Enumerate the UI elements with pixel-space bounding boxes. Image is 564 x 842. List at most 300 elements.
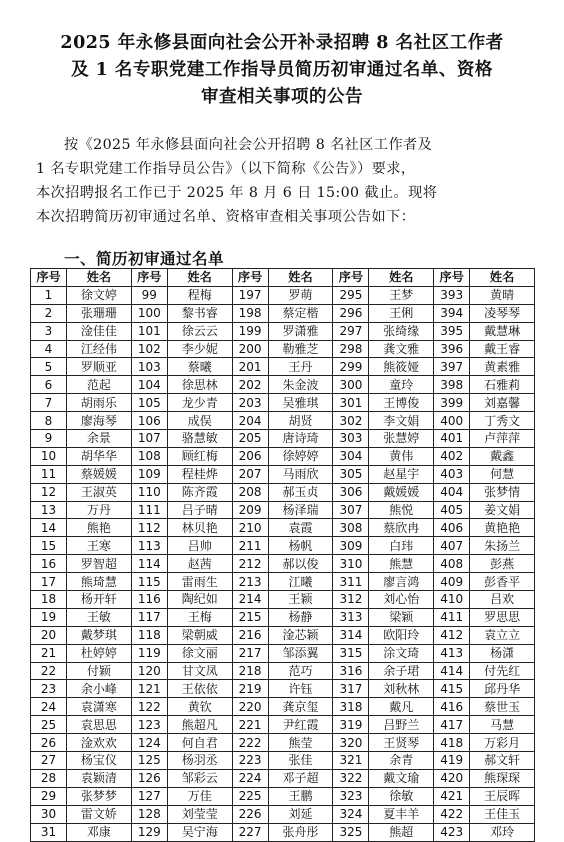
cell-name: 熊超凡 bbox=[167, 716, 232, 734]
cell-name: 黄素雅 bbox=[470, 358, 535, 376]
cell-number: 397 bbox=[434, 358, 470, 376]
cell-number: 206 bbox=[232, 447, 268, 465]
cell-number: 19 bbox=[31, 608, 67, 626]
cell-name: 赵茜 bbox=[167, 555, 232, 573]
cell-number: 30 bbox=[31, 805, 67, 823]
cell-number: 106 bbox=[131, 412, 167, 430]
cell-number: 123 bbox=[131, 716, 167, 734]
cell-number: 129 bbox=[131, 823, 167, 841]
cell-number: 201 bbox=[232, 358, 268, 376]
cell-number: 12 bbox=[31, 483, 67, 501]
title-line-3: 审查相关事项的公告 bbox=[201, 87, 363, 107]
cell-name: 余小峰 bbox=[67, 680, 132, 698]
table-row bbox=[31, 376, 535, 394]
cell-name: 李文娟 bbox=[369, 412, 434, 430]
paragraph-line-1: 按《2025 年永修县面向社会公开招聘 8 名社区工作者及 bbox=[64, 137, 433, 153]
cell-name: 王辰晖 bbox=[470, 787, 535, 805]
table-row bbox=[31, 394, 535, 412]
cell-name: 付颖 bbox=[67, 662, 132, 680]
cell-name: 江曦 bbox=[268, 573, 333, 591]
cell-name: 甘文凤 bbox=[167, 662, 232, 680]
cell-number: 207 bbox=[232, 465, 268, 483]
cell-number: 128 bbox=[131, 805, 167, 823]
cell-name: 吕欢 bbox=[470, 591, 535, 609]
cell-number: 226 bbox=[232, 805, 268, 823]
cell-name: 王寒 bbox=[67, 537, 132, 555]
cell-number: 120 bbox=[131, 662, 167, 680]
cell-name: 彭燕 bbox=[470, 555, 535, 573]
cell-number: 405 bbox=[434, 501, 470, 519]
cell-number: 404 bbox=[434, 483, 470, 501]
table-row bbox=[31, 340, 535, 358]
cell-number: 212 bbox=[232, 555, 268, 573]
cell-name: 雷雨生 bbox=[167, 573, 232, 591]
table-row bbox=[31, 626, 535, 644]
cell-name: 邓玲 bbox=[470, 823, 535, 841]
cell-number: 315 bbox=[333, 644, 369, 662]
passed-candidates-table bbox=[30, 268, 535, 842]
cell-number: 22 bbox=[31, 662, 67, 680]
table-row bbox=[31, 662, 535, 680]
cell-name: 吕帅 bbox=[167, 537, 232, 555]
cell-number: 4 bbox=[31, 340, 67, 358]
cell-number: 216 bbox=[232, 626, 268, 644]
cell-name: 邓子超 bbox=[268, 769, 333, 787]
cell-number: 115 bbox=[131, 573, 167, 591]
cell-number: 7 bbox=[31, 394, 67, 412]
cell-number: 103 bbox=[131, 358, 167, 376]
cell-name: 顾红梅 bbox=[167, 447, 232, 465]
cell-name: 朱扬兰 bbox=[470, 537, 535, 555]
cell-name: 胡雨乐 bbox=[67, 394, 132, 412]
header-name: 姓名 bbox=[167, 269, 232, 287]
section-heading: 一、简历初审通过名单 bbox=[64, 249, 225, 268]
cell-name: 许钰 bbox=[268, 680, 333, 698]
cell-name: 雷文娇 bbox=[67, 805, 132, 823]
cell-number: 108 bbox=[131, 447, 167, 465]
cell-number: 104 bbox=[131, 376, 167, 394]
cell-number: 401 bbox=[434, 430, 470, 448]
cell-number: 395 bbox=[434, 322, 470, 340]
cell-name: 戴凡 bbox=[369, 698, 434, 716]
cell-name: 邹添翼 bbox=[268, 644, 333, 662]
cell-number: 416 bbox=[434, 698, 470, 716]
cell-name: 陈齐霞 bbox=[167, 483, 232, 501]
table-row bbox=[31, 322, 535, 340]
cell-name: 万丹 bbox=[67, 501, 132, 519]
cell-name: 张梦梦 bbox=[67, 787, 132, 805]
cell-name: 刘心怡 bbox=[369, 591, 434, 609]
cell-number: 8 bbox=[31, 412, 67, 430]
table-row bbox=[31, 805, 535, 823]
cell-name: 涂文琦 bbox=[369, 644, 434, 662]
cell-number: 202 bbox=[232, 376, 268, 394]
cell-name: 夏丰羊 bbox=[369, 805, 434, 823]
header-number: 序号 bbox=[333, 269, 369, 287]
cell-number: 412 bbox=[434, 626, 470, 644]
cell-name: 黄钦 bbox=[167, 698, 232, 716]
cell-name: 张慧婷 bbox=[369, 430, 434, 448]
cell-number: 221 bbox=[232, 716, 268, 734]
cell-number: 210 bbox=[232, 519, 268, 537]
cell-name: 赵星宇 bbox=[369, 465, 434, 483]
cell-number: 99 bbox=[131, 286, 167, 304]
cell-number: 25 bbox=[31, 716, 67, 734]
table-row bbox=[31, 483, 535, 501]
cell-name: 蔡世玉 bbox=[470, 698, 535, 716]
cell-number: 399 bbox=[434, 394, 470, 412]
cell-number: 102 bbox=[131, 340, 167, 358]
cell-number: 417 bbox=[434, 716, 470, 734]
cell-number: 418 bbox=[434, 734, 470, 752]
cell-number: 125 bbox=[131, 752, 167, 770]
header-name: 姓名 bbox=[369, 269, 434, 287]
table-row bbox=[31, 680, 535, 698]
cell-number: 302 bbox=[333, 412, 369, 430]
cell-name: 万佳 bbox=[167, 787, 232, 805]
cell-name: 张佳 bbox=[268, 752, 333, 770]
table-row bbox=[31, 555, 535, 573]
cell-name: 淦佳佳 bbox=[67, 322, 132, 340]
cell-number: 300 bbox=[333, 376, 369, 394]
cell-number: 222 bbox=[232, 734, 268, 752]
cell-name: 徐婷婷 bbox=[268, 447, 333, 465]
cell-number: 17 bbox=[31, 573, 67, 591]
header-name: 姓名 bbox=[268, 269, 333, 287]
cell-name: 王俐 bbox=[369, 304, 434, 322]
cell-number: 124 bbox=[131, 734, 167, 752]
table-row bbox=[31, 412, 535, 430]
cell-number: 306 bbox=[333, 483, 369, 501]
cell-number: 304 bbox=[333, 447, 369, 465]
cell-number: 26 bbox=[31, 734, 67, 752]
cell-number: 224 bbox=[232, 769, 268, 787]
cell-name: 熊筱娅 bbox=[369, 358, 434, 376]
cell-number: 121 bbox=[131, 680, 167, 698]
title-line-2: 及 1 名专职党建工作指导员简历初审通过名单、资格 bbox=[71, 60, 493, 80]
cell-name: 刘嘉馨 bbox=[470, 394, 535, 412]
cell-number: 419 bbox=[434, 752, 470, 770]
cell-number: 113 bbox=[131, 537, 167, 555]
table-row bbox=[31, 573, 535, 591]
cell-name: 张舟彤 bbox=[268, 823, 333, 841]
cell-number: 313 bbox=[333, 608, 369, 626]
cell-name: 范起 bbox=[67, 376, 132, 394]
cell-name: 吴宁海 bbox=[167, 823, 232, 841]
cell-number: 218 bbox=[232, 662, 268, 680]
cell-number: 14 bbox=[31, 519, 67, 537]
table-row bbox=[31, 304, 535, 322]
cell-number: 403 bbox=[434, 465, 470, 483]
cell-name: 林贝艳 bbox=[167, 519, 232, 537]
cell-number: 28 bbox=[31, 769, 67, 787]
cell-name: 勒雅芝 bbox=[268, 340, 333, 358]
cell-name: 黎书睿 bbox=[167, 304, 232, 322]
cell-name: 朱金波 bbox=[268, 376, 333, 394]
cell-name: 黄晴 bbox=[470, 286, 535, 304]
cell-name: 何慧 bbox=[470, 465, 535, 483]
cell-name: 张珊珊 bbox=[67, 304, 132, 322]
header-number: 序号 bbox=[434, 269, 470, 287]
cell-name: 丁秀文 bbox=[470, 412, 535, 430]
cell-number: 100 bbox=[131, 304, 167, 322]
cell-name: 胡华华 bbox=[67, 447, 132, 465]
cell-name: 徐文婷 bbox=[67, 286, 132, 304]
cell-name: 熊艳 bbox=[67, 519, 132, 537]
cell-name: 袁颖清 bbox=[67, 769, 132, 787]
cell-number: 21 bbox=[31, 644, 67, 662]
cell-name: 刘秋林 bbox=[369, 680, 434, 698]
cell-number: 114 bbox=[131, 555, 167, 573]
cell-name: 梁朝威 bbox=[167, 626, 232, 644]
cell-number: 199 bbox=[232, 322, 268, 340]
cell-number: 213 bbox=[232, 573, 268, 591]
cell-number: 23 bbox=[31, 680, 67, 698]
cell-number: 2 bbox=[31, 304, 67, 322]
cell-name: 王梦 bbox=[369, 286, 434, 304]
cell-number: 406 bbox=[434, 519, 470, 537]
cell-name: 胡贤 bbox=[268, 412, 333, 430]
header-number: 序号 bbox=[232, 269, 268, 287]
cell-name: 廖言鸿 bbox=[369, 573, 434, 591]
cell-number: 225 bbox=[232, 787, 268, 805]
cell-number: 307 bbox=[333, 501, 369, 519]
cell-number: 112 bbox=[131, 519, 167, 537]
cell-number: 16 bbox=[31, 555, 67, 573]
table-row bbox=[31, 430, 535, 448]
cell-name: 刘延 bbox=[268, 805, 333, 823]
cell-number: 203 bbox=[232, 394, 268, 412]
table-row bbox=[31, 286, 535, 304]
cell-name: 杨宝仪 bbox=[67, 752, 132, 770]
cell-number: 303 bbox=[333, 430, 369, 448]
cell-number: 126 bbox=[131, 769, 167, 787]
cell-number: 116 bbox=[131, 591, 167, 609]
cell-name: 杨开轩 bbox=[67, 591, 132, 609]
cell-number: 318 bbox=[333, 698, 369, 716]
cell-number: 301 bbox=[333, 394, 369, 412]
table-row bbox=[31, 358, 535, 376]
cell-name: 彭香平 bbox=[470, 573, 535, 591]
cell-number: 117 bbox=[131, 608, 167, 626]
cell-name: 王丹 bbox=[268, 358, 333, 376]
cell-name: 杨羽丞 bbox=[167, 752, 232, 770]
cell-name: 卢萍萍 bbox=[470, 430, 535, 448]
cell-number: 107 bbox=[131, 430, 167, 448]
cell-number: 394 bbox=[434, 304, 470, 322]
table-row bbox=[31, 823, 535, 841]
cell-number: 305 bbox=[333, 465, 369, 483]
cell-number: 324 bbox=[333, 805, 369, 823]
cell-name: 徐思林 bbox=[167, 376, 232, 394]
cell-name: 廖海琴 bbox=[67, 412, 132, 430]
cell-name: 熊琛琛 bbox=[470, 769, 535, 787]
cell-number: 11 bbox=[31, 465, 67, 483]
cell-number: 316 bbox=[333, 662, 369, 680]
cell-number: 410 bbox=[434, 591, 470, 609]
cell-number: 402 bbox=[434, 447, 470, 465]
cell-name: 唐诗琦 bbox=[268, 430, 333, 448]
cell-number: 311 bbox=[333, 573, 369, 591]
cell-number: 297 bbox=[333, 322, 369, 340]
cell-name: 邓康 bbox=[67, 823, 132, 841]
cell-number: 127 bbox=[131, 787, 167, 805]
cell-name: 郝以俊 bbox=[268, 555, 333, 573]
cell-number: 31 bbox=[31, 823, 67, 841]
cell-name: 吴雅琪 bbox=[268, 394, 333, 412]
table-row bbox=[31, 716, 535, 734]
cell-number: 407 bbox=[434, 537, 470, 555]
cell-name: 尹红霞 bbox=[268, 716, 333, 734]
cell-name: 李少妮 bbox=[167, 340, 232, 358]
cell-name: 熊琦慧 bbox=[67, 573, 132, 591]
cell-number: 198 bbox=[232, 304, 268, 322]
cell-name: 罗顺亚 bbox=[67, 358, 132, 376]
cell-name: 徐文丽 bbox=[167, 644, 232, 662]
cell-name: 王贤琴 bbox=[369, 734, 434, 752]
paragraph-line-2: 1 名专职党建工作指导员公告》（以下简称《公告》）要求， bbox=[36, 161, 416, 177]
title-line-1: 2025 年永修县面向社会公开补录招聘 8 名社区工作者 bbox=[60, 33, 504, 53]
cell-number: 296 bbox=[333, 304, 369, 322]
cell-name: 熊莹 bbox=[268, 734, 333, 752]
cell-name: 蔡曦 bbox=[167, 358, 232, 376]
cell-number: 214 bbox=[232, 591, 268, 609]
table-row bbox=[31, 644, 535, 662]
cell-name: 程桂烨 bbox=[167, 465, 232, 483]
cell-name: 袁潇寒 bbox=[67, 698, 132, 716]
cell-name: 骆慧敏 bbox=[167, 430, 232, 448]
table-body bbox=[31, 286, 535, 841]
cell-number: 396 bbox=[434, 340, 470, 358]
table-header-row bbox=[31, 269, 535, 287]
cell-number: 321 bbox=[333, 752, 369, 770]
cell-number: 211 bbox=[232, 537, 268, 555]
table-row bbox=[31, 698, 535, 716]
header-name: 姓名 bbox=[67, 269, 132, 287]
cell-number: 323 bbox=[333, 787, 369, 805]
cell-name: 陶纪如 bbox=[167, 591, 232, 609]
table-row bbox=[31, 787, 535, 805]
cell-name: 杨静 bbox=[268, 608, 333, 626]
table-row bbox=[31, 447, 535, 465]
cell-number: 119 bbox=[131, 644, 167, 662]
cell-number: 310 bbox=[333, 555, 369, 573]
cell-name: 童玲 bbox=[369, 376, 434, 394]
table-row bbox=[31, 465, 535, 483]
header-number: 序号 bbox=[31, 269, 67, 287]
cell-number: 415 bbox=[434, 680, 470, 698]
cell-number: 325 bbox=[333, 823, 369, 841]
cell-name: 戴梦琪 bbox=[67, 626, 132, 644]
cell-number: 414 bbox=[434, 662, 470, 680]
cell-number: 200 bbox=[232, 340, 268, 358]
cell-name: 熊慧 bbox=[369, 555, 434, 573]
cell-number: 408 bbox=[434, 555, 470, 573]
cell-number: 317 bbox=[333, 680, 369, 698]
cell-name: 王博俊 bbox=[369, 394, 434, 412]
cell-name: 王敏 bbox=[67, 608, 132, 626]
cell-name: 梁颖 bbox=[369, 608, 434, 626]
cell-number: 118 bbox=[131, 626, 167, 644]
cell-name: 龚文雅 bbox=[369, 340, 434, 358]
cell-number: 13 bbox=[31, 501, 67, 519]
table-row bbox=[31, 734, 535, 752]
cell-number: 5 bbox=[31, 358, 67, 376]
cell-number: 109 bbox=[131, 465, 167, 483]
cell-number: 29 bbox=[31, 787, 67, 805]
cell-number: 205 bbox=[232, 430, 268, 448]
cell-name: 戴文瑜 bbox=[369, 769, 434, 787]
cell-name: 余青 bbox=[369, 752, 434, 770]
cell-name: 欧阳玲 bbox=[369, 626, 434, 644]
cell-name: 王依依 bbox=[167, 680, 232, 698]
cell-name: 淦芯颖 bbox=[268, 626, 333, 644]
cell-name: 王佳玉 bbox=[470, 805, 535, 823]
cell-number: 101 bbox=[131, 322, 167, 340]
cell-number: 24 bbox=[31, 698, 67, 716]
cell-name: 徐敏 bbox=[369, 787, 434, 805]
cell-number: 320 bbox=[333, 734, 369, 752]
cell-number: 223 bbox=[232, 752, 268, 770]
cell-name: 熊超 bbox=[369, 823, 434, 841]
cell-name: 付先红 bbox=[470, 662, 535, 680]
cell-name: 万彩月 bbox=[470, 734, 535, 752]
cell-number: 312 bbox=[333, 591, 369, 609]
cell-number: 298 bbox=[333, 340, 369, 358]
cell-number: 308 bbox=[333, 519, 369, 537]
cell-number: 111 bbox=[131, 501, 167, 519]
cell-number: 197 bbox=[232, 286, 268, 304]
cell-name: 江经伟 bbox=[67, 340, 132, 358]
cell-name: 刘莹莹 bbox=[167, 805, 232, 823]
cell-number: 420 bbox=[434, 769, 470, 787]
cell-name: 余子珺 bbox=[369, 662, 434, 680]
intro-paragraph bbox=[36, 133, 536, 229]
cell-name: 蔡媛媛 bbox=[67, 465, 132, 483]
cell-name: 袁霞 bbox=[268, 519, 333, 537]
cell-name: 王颖 bbox=[268, 591, 333, 609]
cell-name: 姜文娟 bbox=[470, 501, 535, 519]
cell-number: 3 bbox=[31, 322, 67, 340]
cell-number: 409 bbox=[434, 573, 470, 591]
cell-name: 戴鑫 bbox=[470, 447, 535, 465]
cell-name: 成俣 bbox=[167, 412, 232, 430]
table-row bbox=[31, 608, 535, 626]
table-row bbox=[31, 752, 535, 770]
cell-number: 215 bbox=[232, 608, 268, 626]
cell-number: 422 bbox=[434, 805, 470, 823]
cell-name: 范巧 bbox=[268, 662, 333, 680]
cell-number: 110 bbox=[131, 483, 167, 501]
cell-number: 219 bbox=[232, 680, 268, 698]
cell-number: 208 bbox=[232, 483, 268, 501]
cell-number: 421 bbox=[434, 787, 470, 805]
cell-name: 罗智超 bbox=[67, 555, 132, 573]
cell-name: 王梅 bbox=[167, 608, 232, 626]
table-row bbox=[31, 501, 535, 519]
cell-number: 398 bbox=[434, 376, 470, 394]
cell-name: 淦欢欢 bbox=[67, 734, 132, 752]
cell-name: 蔡欣冉 bbox=[369, 519, 434, 537]
cell-name: 龚京玺 bbox=[268, 698, 333, 716]
cell-name: 袁思思 bbox=[67, 716, 132, 734]
table-row bbox=[31, 537, 535, 555]
cell-number: 314 bbox=[333, 626, 369, 644]
cell-name: 马雨欣 bbox=[268, 465, 333, 483]
cell-number: 217 bbox=[232, 644, 268, 662]
cell-name: 张梦情 bbox=[470, 483, 535, 501]
cell-number: 322 bbox=[333, 769, 369, 787]
